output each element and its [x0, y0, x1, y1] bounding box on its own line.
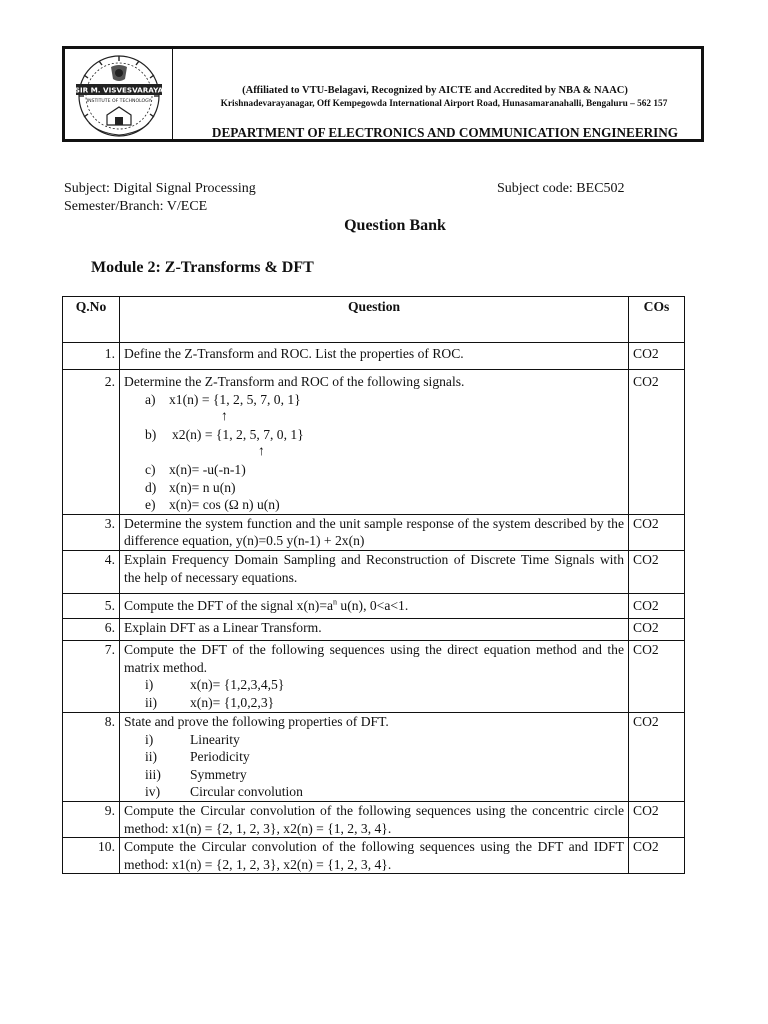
table-header-row — [63, 297, 685, 343]
item-text: x2(n) = {1, 2, 5, 7, 0, 1} — [172, 426, 304, 442]
question-number: 10. — [63, 838, 120, 874]
superscript: n — [333, 597, 338, 607]
question-text: Compute the DFT of the following sequences using the direct equation method and the matrix method. — [124, 641, 624, 675]
course-outcome: CO2 — [629, 593, 685, 618]
list-item — [124, 766, 624, 784]
item-label: iv) — [145, 784, 161, 800]
question-number: 4. — [63, 550, 120, 593]
module-title: Module 2: Z-Transforms & DFT — [91, 259, 314, 276]
course-outcome: CO2 — [629, 550, 685, 593]
question-text: Compute the DFT of the signal x(n)=a — [124, 597, 334, 613]
course-outcome: CO2 — [629, 618, 685, 640]
item-label: i) — [145, 677, 154, 693]
question-text: State and prove the following properties of DFT. — [124, 713, 389, 729]
course-outcome: CO2 — [629, 370, 685, 515]
table-row — [63, 712, 685, 801]
item-text: Circular convolution — [190, 784, 303, 800]
department-title: DEPARTMENT OF ELECTRONICS AND COMMUNICATION ENGINEERING — [211, 125, 679, 140]
item-text: Symmetry — [190, 766, 247, 782]
list-item — [124, 391, 624, 409]
item-text: x(n)= cos (Ω n) u(n) — [169, 497, 280, 513]
address-text: Krishnadevarayanagar, Off Kempegowda International Airport Road, Hunasamaranahalli, Bengaluru – 562 157 — [220, 99, 668, 109]
list-item — [124, 694, 624, 712]
table-row — [63, 593, 685, 618]
header-cos: COs — [629, 297, 685, 343]
question-text: Compute the Circular convolution of the following sequences using the concentric circle method: x1(n) = {2, 1, 2, 3}, x2(n) = {1, 2, 3, 4}. — [120, 801, 629, 837]
institute-header — [62, 46, 704, 142]
course-outcome: CO2 — [629, 640, 685, 712]
table-row — [63, 343, 685, 370]
list-item — [124, 426, 624, 444]
question-table — [62, 296, 685, 874]
list-item — [124, 479, 624, 497]
question-number: 9. — [63, 801, 120, 837]
item-text: x(n)= -u(-n-1) — [169, 461, 246, 477]
item-label: ii) — [145, 749, 158, 765]
question-cell — [120, 640, 629, 712]
question-text: Determine the system function and the unit sample response of the system described by the difference equation, y(n)=0.5 y(n-1) + 2x(n) — [120, 514, 629, 550]
course-outcome: CO2 — [629, 801, 685, 837]
question-cell — [120, 712, 629, 801]
table-row — [63, 618, 685, 640]
subject-code-label: Subject code: BEC502 — [497, 181, 625, 196]
question-number: 2. — [63, 370, 120, 515]
origin-marker-line — [124, 408, 624, 426]
origin-marker-line — [124, 443, 624, 461]
header-question: Question — [120, 297, 629, 343]
question-text: Explain DFT as a Linear Transform. — [120, 618, 629, 640]
item-label: d) — [145, 479, 157, 495]
semester-branch-label: Semester/Branch: V/ECE — [64, 199, 208, 214]
table-row — [63, 550, 685, 593]
list-item — [124, 731, 624, 749]
table-row — [63, 514, 685, 550]
question-cell — [120, 370, 629, 515]
item-text: Periodicity — [190, 749, 250, 765]
course-outcome: CO2 — [629, 343, 685, 370]
list-item — [124, 496, 624, 514]
item-label: a) — [145, 391, 156, 407]
course-outcome: CO2 — [629, 712, 685, 801]
question-number: 1. — [63, 343, 120, 370]
item-label: e) — [145, 497, 156, 513]
question-number: 5. — [63, 593, 120, 618]
course-outcome: CO2 — [629, 514, 685, 550]
logo-text-bottom: INSTITUTE OF TECHNOLOGY — [86, 99, 152, 104]
logo-text-top: SIR M. VISVESVARAYA — [74, 85, 164, 95]
table-row — [63, 801, 685, 837]
page-title: Question Bank — [344, 217, 446, 234]
list-item — [124, 783, 624, 801]
question-text: Define the Z-Transform and ROC. List the properties of ROC. — [120, 343, 629, 370]
table-row — [63, 838, 685, 874]
question-text: Compute the Circular convolution of the following sequences using the DFT and IDFT method: x1(n) = {2, 1, 2, 3}, x2(n) = {1, 2, 3, 4}. — [120, 838, 629, 874]
institute-logo — [69, 53, 169, 139]
item-text: x1(n) = {1, 2, 5, 7, 0, 1} — [169, 391, 301, 407]
item-text: x(n)= {1,0,2,3} — [190, 694, 275, 710]
list-item — [124, 748, 624, 766]
table-row — [63, 640, 685, 712]
question-text: u(n), 0<a<1. — [337, 597, 409, 613]
item-text: x(n)= {1,2,3,4,5} — [190, 677, 285, 693]
item-label: iii) — [145, 766, 161, 782]
item-label: c) — [145, 461, 156, 477]
item-label: ii) — [145, 694, 158, 710]
item-label: b) — [145, 426, 157, 442]
question-text: Determine the Z-Transform and ROC of the following signals. — [124, 374, 465, 389]
question-number: 3. — [63, 514, 120, 550]
course-outcome: CO2 — [629, 838, 685, 874]
subject-label: Subject: Digital Signal Processing — [64, 181, 256, 196]
origin-arrow-icon: ↑ — [221, 408, 228, 424]
item-text: Linearity — [190, 731, 240, 747]
item-label: i) — [145, 731, 154, 747]
item-text: x(n)= n u(n) — [169, 479, 236, 495]
origin-arrow-icon: ↑ — [258, 443, 265, 459]
header-qno: Q.No — [63, 297, 120, 343]
list-item — [124, 676, 624, 694]
table-row — [63, 370, 685, 515]
affiliation-text: (Affiliated to VTU-Belagavi, Recognized by AICTE and Accredited by NBA & NAAC) — [242, 85, 628, 96]
question-cell — [120, 593, 629, 618]
list-item — [124, 461, 624, 479]
question-number: 8. — [63, 712, 120, 801]
logo-cell — [65, 49, 173, 139]
question-number: 6. — [63, 618, 120, 640]
question-text: Explain Frequency Domain Sampling and Reconstruction of Discrete Time Signals with the help of necessary equations. — [120, 550, 629, 593]
question-number: 7. — [63, 640, 120, 712]
